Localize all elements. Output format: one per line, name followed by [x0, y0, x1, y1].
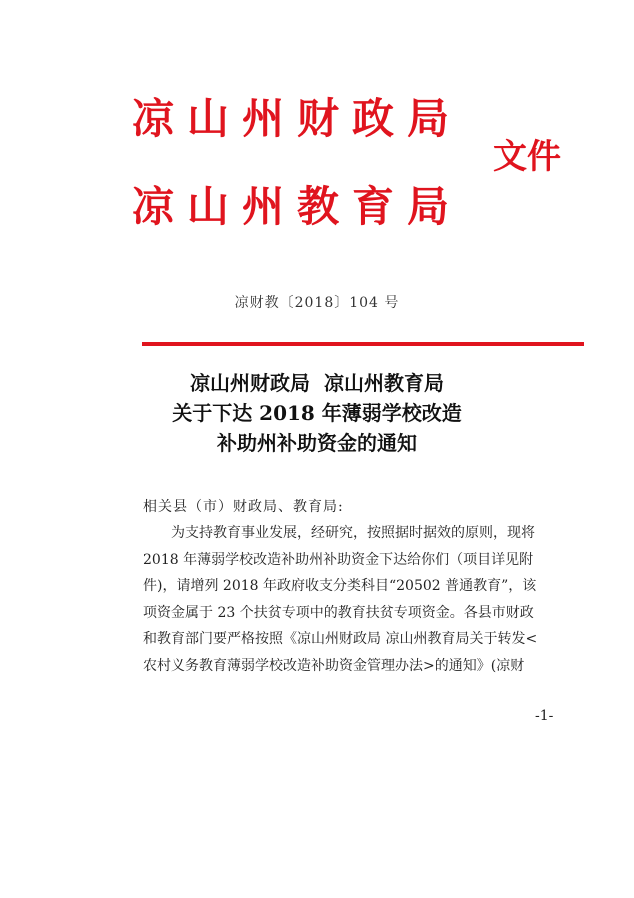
body-line: 为支持教育事业发展，经研究，按照据时据效的原则，现将	[171, 525, 535, 541]
title-line-3: 补助州补助资金的通知	[217, 431, 417, 455]
body-line: 2018 年薄弱学校改造补助州补助资金下达给你们（项目详见附	[143, 551, 534, 568]
body-line: 和教育部门要严格按照《凉山州财政局 凉山州教育局关于转发<	[143, 631, 538, 647]
title-line-2: 关于下达 2018 年薄弱学校改造	[172, 401, 462, 425]
body-line: 农村义务教育薄弱学校改造补助资金管理办法>的通知》(凉财	[143, 657, 525, 674]
document-number: 凉财教〔2018〕104 号	[234, 295, 400, 311]
document-title	[0, 368, 634, 458]
salutation: 相关县（市）财政局、教育局:	[143, 499, 344, 515]
issuer-education-bureau: 凉山州教育局	[132, 182, 463, 231]
page-number: -1-	[535, 708, 554, 724]
document-type-label: 文件	[493, 137, 561, 177]
body-paragraph	[143, 520, 581, 679]
red-divider	[142, 342, 584, 346]
issuer-finance-bureau: 凉山州财政局	[132, 94, 463, 143]
title-line-1: 凉山州财政局 凉山州教育局	[190, 371, 444, 395]
body-line: 件)，请增列 2018 年政府收支分类科目“20502 普通教育”，该	[143, 578, 537, 594]
body-line: 项资金属于 23 个扶贫专项中的教育扶贫专项资金。各县市财政	[143, 604, 534, 621]
